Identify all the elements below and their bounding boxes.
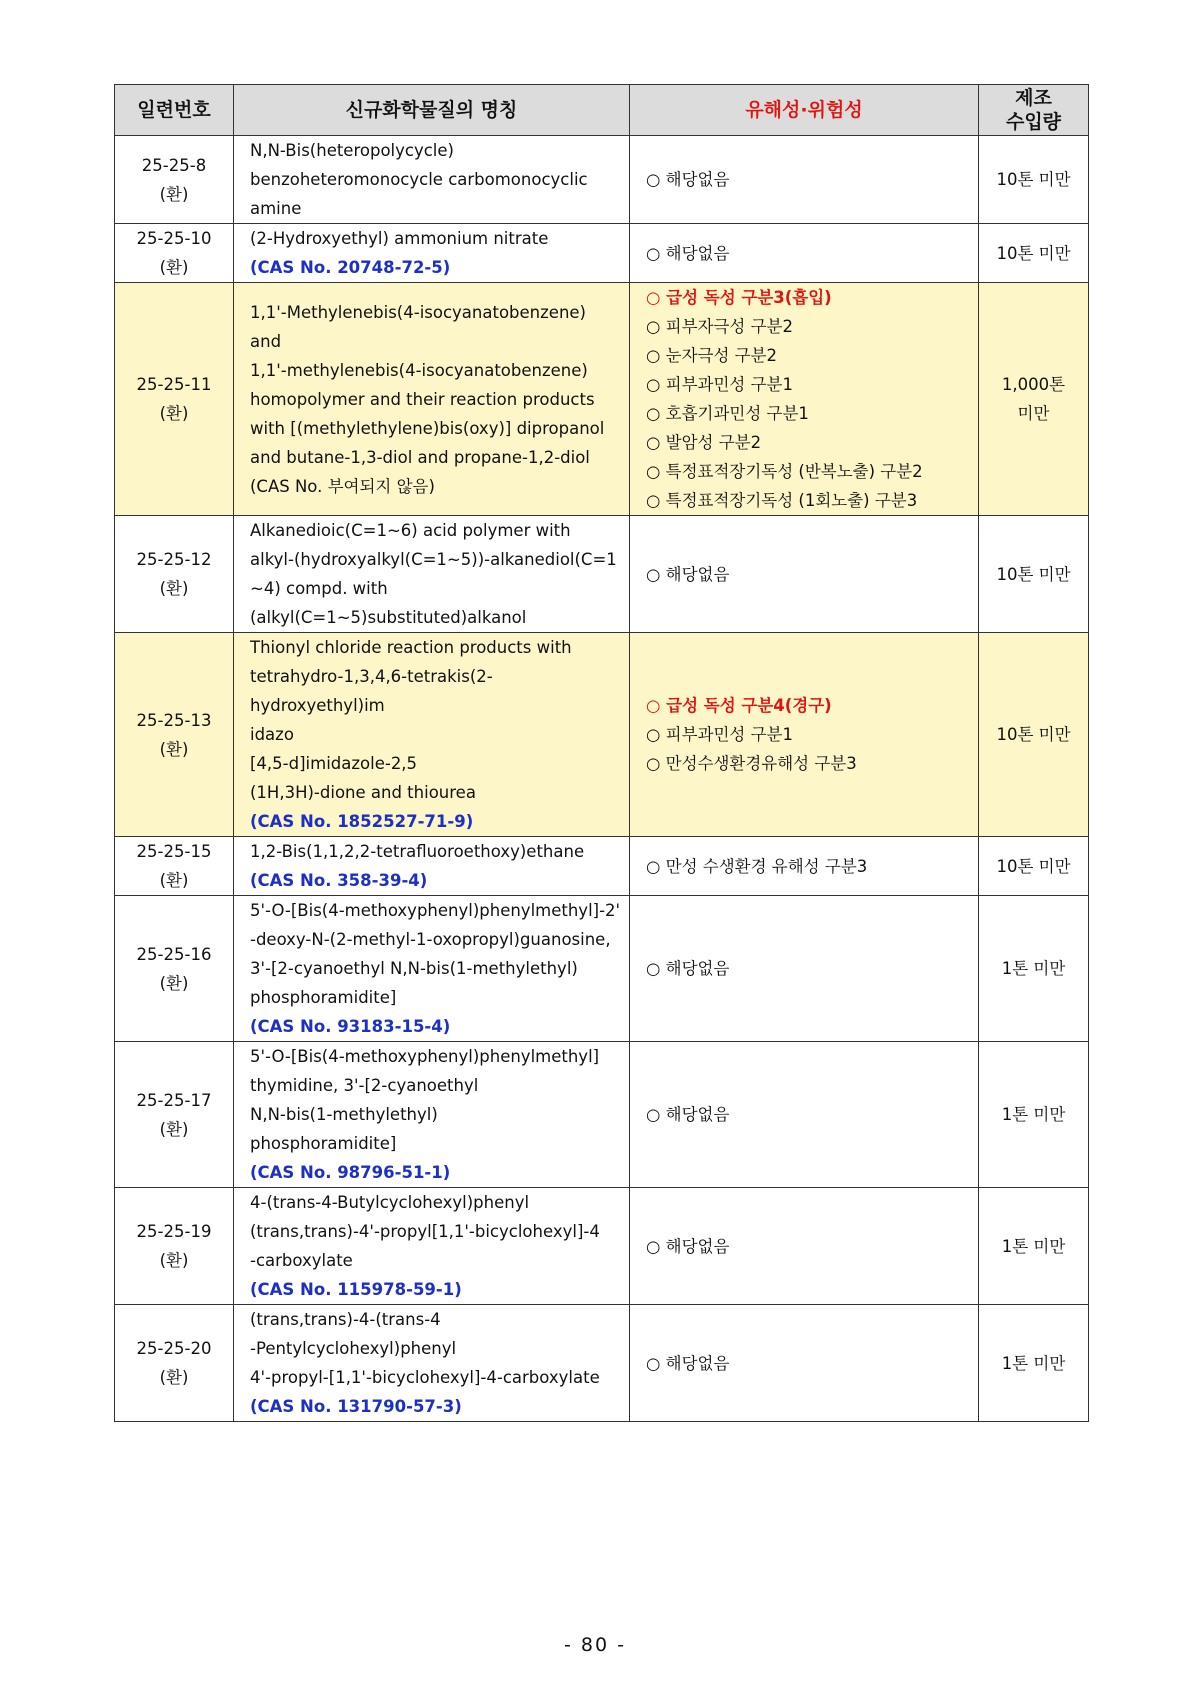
substance-name-line: 3'-[2-cyanoethyl N,N-bis(1-methylethyl) — [250, 959, 578, 978]
hazard-item: ○ 해당없음 — [646, 564, 730, 584]
table-row — [115, 224, 1089, 283]
substance-name-line: 5'-O-[Bis(4-methoxyphenyl)phenylmethyl]-2' — [250, 901, 621, 920]
quantity-cell — [979, 1042, 1089, 1188]
substance-name-line: (CAS No. 부여되지 않음) — [250, 476, 435, 496]
serial-cell — [115, 1305, 234, 1422]
header-substance-name: 신규화학물질의 명칭 — [234, 85, 630, 136]
serial-type: (환) — [159, 404, 189, 423]
substance-name-line: phosphoramidite] — [250, 1134, 397, 1153]
substance-name-line: Thionyl chloride reaction products with — [250, 638, 572, 657]
substance-name-line: 4'-propyl-[1,1'-bicyclohexyl]-4-carboxylate — [250, 1368, 600, 1387]
serial-number: 25-25-17 — [136, 1090, 212, 1110]
quantity-value: 10톤 미만 — [996, 243, 1071, 263]
serial-number: 25-25-12 — [136, 550, 212, 569]
chemical-table-container — [114, 84, 1088, 1422]
quantity-value: 10톤 미만 — [996, 725, 1071, 744]
quantity-cell — [979, 136, 1089, 224]
table-row — [115, 136, 1089, 224]
serial-type: (환) — [159, 739, 189, 759]
substance-name-line: with [(methylethylene)bis(oxy)] dipropanol — [250, 418, 605, 438]
serial-number: 25-25-16 — [136, 944, 212, 964]
substance-name-line: 5'-O-[Bis(4-methoxyphenyl)phenylmethyl] — [250, 1047, 600, 1066]
substance-name-line: tetrahydro-1,3,4,6-tetrakis(2-hydroxyethyl)im — [250, 667, 493, 715]
substance-name-line: (2-Hydroxyethyl) ammonium nitrate — [250, 229, 549, 248]
header-hazard: 유해성·위험성 — [630, 85, 979, 136]
substance-name-line: 1,1'-methylenebis(4-isocyanatobenzene) — [250, 360, 588, 380]
serial-cell — [115, 633, 234, 837]
substance-name-line: benzoheteromonocycle carbomonocyclic — [250, 170, 588, 189]
quantity-value: 1톤 미만 — [1001, 1236, 1066, 1256]
table-header-row — [115, 85, 1089, 136]
table-row — [115, 837, 1089, 896]
table-body — [115, 136, 1089, 1422]
header-quantity-line1: 제조 — [1015, 87, 1052, 109]
serial-type: (환) — [159, 871, 189, 890]
cas-number: (CAS No. 1852527-71-9) — [250, 812, 474, 831]
serial-cell — [115, 136, 234, 224]
hazard-item: ○ 호흡기과민성 구분1 — [646, 404, 809, 423]
page-number: - 80 - — [564, 1634, 626, 1656]
serial-number: 25-25-11 — [136, 375, 212, 394]
substance-name-line: alkyl-(hydroxyalkyl(C=1~5))-alkanediol(C=1 — [250, 550, 617, 569]
hazard-cell — [630, 283, 979, 516]
table-row — [115, 896, 1089, 1042]
cas-number: (CAS No. 115978-59-1) — [250, 1280, 462, 1299]
substance-name-line: Alkanedioic(C=1~6) acid polymer with — [250, 521, 571, 540]
serial-number: 25-25-8 — [141, 155, 207, 175]
hazard-item: ○ 만성수생환경유해성 구분3 — [646, 754, 857, 773]
substance-name-cell — [234, 136, 630, 224]
quantity-value: 10톤 미만 — [996, 564, 1071, 584]
hazard-item: ○ 해당없음 — [646, 170, 730, 189]
serial-number: 25-25-13 — [136, 710, 212, 730]
substance-name-cell — [234, 516, 630, 633]
substance-name-line: (1H,3H)-dione and thiourea — [250, 783, 476, 802]
substance-name-cell — [234, 896, 630, 1042]
substance-name-line: (trans,trans)-4'-propyl[1,1'-bicyclohexyl]-4 — [250, 1222, 600, 1241]
hazard-item: ○ 특정표적장기독성 (반복노출) 구분2 — [646, 462, 923, 481]
quantity-value: 1,000톤 — [1001, 375, 1066, 394]
header-quantity-line2: 수입량 — [1005, 111, 1062, 133]
substance-name-line: 1,2-Bis(1,1,2,2-tetrafluoroethoxy)ethane — [250, 842, 585, 861]
substance-name-cell — [234, 1305, 630, 1422]
hazard-item: ○ 해당없음 — [646, 1353, 730, 1373]
serial-number: 25-25-19 — [136, 1222, 212, 1241]
substance-name-line: (alkyl(C=1~5)substituted)alkanol — [250, 608, 527, 627]
cas-number: (CAS No. 20748-72-5) — [250, 258, 451, 277]
table-row — [115, 283, 1089, 516]
hazard-item: ○ 피부자극성 구분2 — [646, 317, 793, 336]
serial-number: 25-25-20 — [136, 1339, 212, 1358]
serial-cell — [115, 224, 234, 283]
quantity-value: 1톤 미만 — [1001, 959, 1066, 978]
hazard-item: ○ 급성 독성 구분3(흡입) — [646, 288, 832, 307]
serial-type: (환) — [159, 579, 189, 598]
serial-type: (환) — [159, 1119, 189, 1139]
cas-number: (CAS No. 358-39-4) — [250, 871, 428, 890]
hazard-cell — [630, 896, 979, 1042]
substance-name-line: [4,5-d]imidazole-2,5 — [250, 754, 418, 773]
hazard-item: ○ 특정표적장기독성 (1회노출) 구분3 — [646, 491, 918, 510]
hazard-cell — [630, 136, 979, 224]
substance-name-line: idazo — [250, 725, 294, 744]
table-row — [115, 1305, 1089, 1422]
hazard-item: ○ 해당없음 — [646, 1105, 730, 1124]
hazard-item: ○ 피부과민성 구분1 — [646, 725, 793, 744]
hazard-item: ○ 급성 독성 구분4(경구) — [646, 696, 832, 715]
table-row — [115, 1188, 1089, 1305]
substance-name-cell — [234, 837, 630, 896]
substance-name-line: N,N-Bis(heteropolycycle) — [250, 141, 454, 160]
substance-name-line: thymidine, 3'-[2-cyanoethyl — [250, 1076, 479, 1095]
quantity-cell — [979, 633, 1089, 837]
quantity-value: 미만 — [1017, 404, 1050, 423]
hazard-item: ○ 피부과민성 구분1 — [646, 375, 793, 394]
hazard-item: ○ 눈자극성 구분2 — [646, 346, 778, 365]
hazard-item: ○ 발암성 구분2 — [646, 433, 762, 452]
quantity-cell — [979, 516, 1089, 633]
substance-name-line: -carboxylate — [250, 1251, 353, 1270]
header-serial-number: 일련번호 — [115, 85, 234, 136]
substance-name-cell — [234, 633, 630, 837]
new-chemicals-table — [114, 84, 1089, 1422]
serial-type: (환) — [159, 184, 189, 204]
hazard-item: ○ 해당없음 — [646, 1236, 730, 1256]
substance-name-line: and butane-1,3-diol and propane-1,2-diol — [250, 447, 590, 467]
cas-number: (CAS No. 93183-15-4) — [250, 1017, 451, 1036]
quantity-cell — [979, 837, 1089, 896]
hazard-cell — [630, 224, 979, 283]
hazard-item: ○ 해당없음 — [646, 243, 730, 263]
table-row — [115, 516, 1089, 633]
serial-cell — [115, 896, 234, 1042]
hazard-cell — [630, 1188, 979, 1305]
substance-name-cell — [234, 283, 630, 516]
serial-type: (환) — [159, 1368, 189, 1387]
substance-name-line: ~4) compd. with — [250, 579, 388, 598]
serial-cell — [115, 283, 234, 516]
hazard-cell — [630, 633, 979, 837]
serial-cell — [115, 1042, 234, 1188]
cas-number: (CAS No. 98796-51-1) — [250, 1163, 451, 1182]
substance-name-cell — [234, 224, 630, 283]
serial-type: (환) — [159, 1251, 189, 1270]
serial-number: 25-25-10 — [136, 229, 212, 248]
hazard-cell — [630, 1305, 979, 1422]
header-quantity — [979, 85, 1089, 136]
serial-type: (환) — [159, 258, 189, 277]
substance-name-line: homopolymer and their reaction products — [250, 389, 595, 409]
cas-number: (CAS No. 131790-57-3) — [250, 1397, 462, 1416]
quantity-value: 10톤 미만 — [996, 170, 1071, 189]
serial-number: 25-25-15 — [136, 842, 212, 861]
serial-cell — [115, 837, 234, 896]
substance-name-cell — [234, 1188, 630, 1305]
substance-name-line: 1,1'-Methylenebis(4-isocyanatobenzene) — [250, 302, 586, 322]
quantity-cell — [979, 896, 1089, 1042]
serial-cell — [115, 1188, 234, 1305]
serial-type: (환) — [159, 973, 189, 993]
hazard-cell — [630, 1042, 979, 1188]
quantity-cell — [979, 283, 1089, 516]
quantity-cell — [979, 1188, 1089, 1305]
substance-name-line: N,N-bis(1-methylethyl) — [250, 1105, 438, 1124]
table-row — [115, 633, 1089, 837]
hazard-cell — [630, 837, 979, 896]
substance-name-cell — [234, 1042, 630, 1188]
substance-name-line: and — [250, 331, 282, 351]
table-row — [115, 1042, 1089, 1188]
serial-cell — [115, 516, 234, 633]
substance-name-line: phosphoramidite] — [250, 988, 397, 1007]
quantity-cell — [979, 224, 1089, 283]
hazard-item: ○ 만성 수생환경 유해성 구분3 — [646, 856, 868, 876]
quantity-cell — [979, 1305, 1089, 1422]
substance-name-line: (trans,trans)-4-(trans-4 — [250, 1310, 441, 1329]
quantity-value: 10톤 미만 — [996, 856, 1071, 876]
hazard-cell — [630, 516, 979, 633]
quantity-value: 1톤 미만 — [1001, 1105, 1066, 1124]
substance-name-line: -deoxy-N-(2-methyl-1-oxopropyl)guanosine, — [250, 930, 611, 949]
quantity-value: 1톤 미만 — [1001, 1353, 1066, 1373]
hazard-item: ○ 해당없음 — [646, 959, 730, 978]
substance-name-line: -Pentylcyclohexyl)phenyl — [250, 1339, 457, 1358]
substance-name-line: 4-(trans-4-Butylcyclohexyl)phenyl — [250, 1193, 530, 1212]
substance-name-line: amine — [250, 199, 302, 218]
